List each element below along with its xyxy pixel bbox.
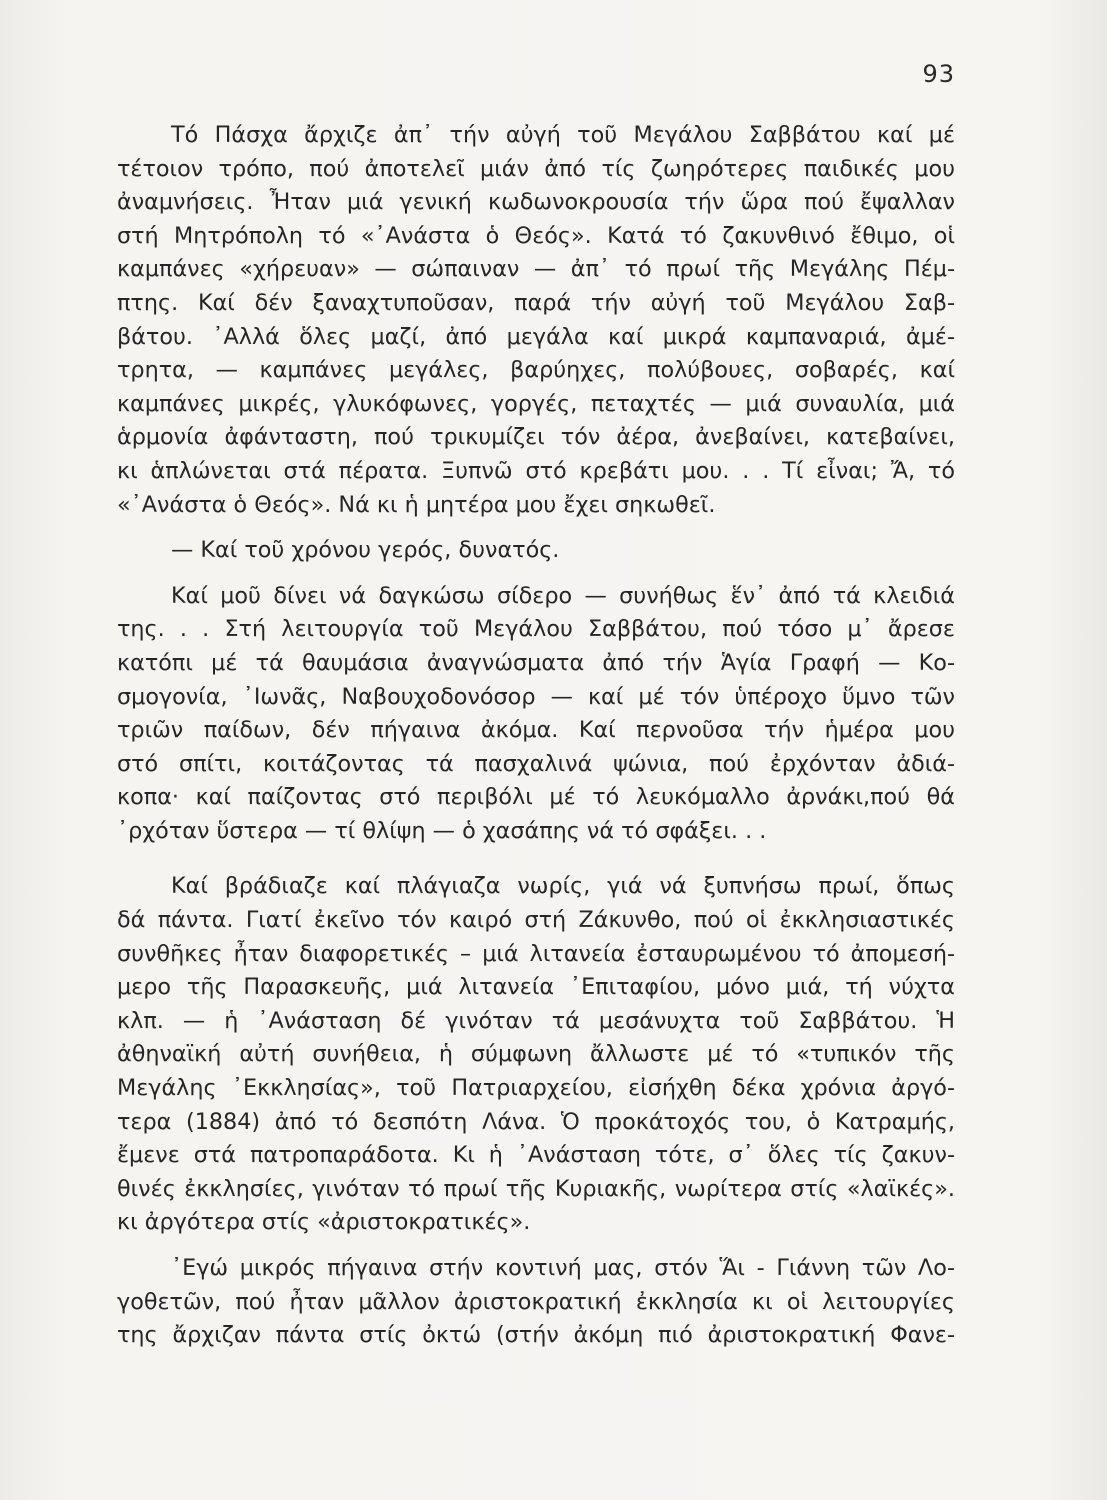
- text-line: ἔμενε στά πατροπαράδοτα. Κι ἡ ᾿Ανάσταση τότε, σ᾿ ὅλες τίς ζακυν-: [117, 1142, 955, 1169]
- text-line: Καί μοῦ δίνει νά δαγκώσω σίδερο — συνήθως ἕν᾿ ἀπό τά κλειδιά: [171, 582, 955, 609]
- text-line: κλπ. — ἡ ᾿Ανάσταση δέ γινόταν τά μεσάνυχτα τοῦ Σαββάτου. Ἡ: [117, 1007, 955, 1034]
- text-line: ᾿Εγώ μικρός πήγαινα στήν κοντινή μας, στόν Ἅι - Γιάννη τῶν Λο-: [171, 1255, 955, 1281]
- paragraph-gap: [117, 1240, 955, 1252]
- paragraph-dialogue: [117, 534, 955, 568]
- text-line: Καί βράδιαζε καί πλάγιαζα νωρίς, γιά νά ξυπνήσω πρωί, ὅπως: [171, 873, 955, 900]
- text-line: τρητα, — καμπάνες μεγάλες, βαρύηχες, πολύβουες, σοβαρές, καί: [117, 357, 955, 384]
- paragraph: [117, 870, 955, 1240]
- text-line: καμπάνες μικρές, γλυκόφωνες, γοργές, πεταχτές — μιά συναυλία, μιά: [117, 390, 955, 417]
- paragraph: [117, 119, 955, 522]
- text-line: συνθῆκες ἦταν διαφορετικές – μιά λιτανεία ἐσταυρωμένου τό ἀπομεσή-: [117, 940, 955, 967]
- text-line: τριῶν παίδων, δέν πήγαινα ἀκόμα. Καί περνοῦσα τήν ἡμέρα μου: [117, 717, 955, 744]
- text-line: κι ἀργότερα στίς «ἀριστοκρατικές».: [117, 1209, 531, 1236]
- text-line: μερο τῆς Παρασκευῆς, μιά λιτανεία ᾿Επιταφίου, μόνο μιά, τή νύχτα: [117, 974, 955, 1001]
- text-line: Μεγάλης ᾿Εκκλησίας», τοῦ Πατριαρχείου, εἰσήχθη δέκα χρόνια ἀργό-: [117, 1075, 955, 1102]
- paragraph-gap: [117, 522, 955, 534]
- text-line: ἀναμνήσεις. Ἦταν μιά γενική κωδωνοκρουσία τήν ὥρα πού ἔψαλλαν: [117, 189, 955, 216]
- text-line: τέτοιον τρόπο, πού ἀποτελεῖ μιάν ἀπό τίς ζωηρότερες παιδικές μου: [117, 155, 955, 182]
- body-text: [117, 119, 955, 1353]
- text-line: Τό Πάσχα ἄρχιζε ἀπ᾿ τήν αὐγή τοῦ Μεγάλου Σαββάτου καί μέ: [171, 122, 955, 148]
- text-line: πτης. Καί δέν ξαναχτυποῦσαν, παρά τήν αὐγή τοῦ Μεγάλου Σαβ-: [117, 289, 955, 316]
- text-line: θινές ἐκκλησίες, γινόταν τό πρωί τῆς Κυριακῆς, νωρίτερα στίς «λαϊκές».: [117, 1175, 955, 1202]
- text-line: σμογονία, ᾿Ιωνᾶς, Ναβουχοδονόσορ — καί μέ τόν ὑπέροχο ὕμνο τῶν: [117, 683, 955, 710]
- text-line: κοπα· καί παίζοντας στό περιβόλι μέ τό λευκόμαλλο ἀρνάκι,πού θά: [117, 784, 955, 811]
- text-line: «᾿Ανάστα ὁ Θεός». Νά κι ἡ μητέρα μου ἔχει σηκωθεῖ.: [117, 491, 716, 518]
- paragraph-gap: [117, 568, 955, 580]
- text-line: — Καί τοῦ χρόνου γερός, δυνατός.: [171, 537, 560, 564]
- paragraph: [117, 580, 955, 849]
- text-line: τερα (1884) ἀπό τό δεσπότη Λάνα. Ὁ προκάτοχός του, ὁ Κατραμής,: [117, 1108, 955, 1135]
- page-number: 93: [922, 60, 955, 88]
- text-line: καμπάνες «χήρευαν» — σώπαιναν — ἀπ᾿ τό πρωί τῆς Μεγάλης Πέμ-: [117, 256, 955, 283]
- text-line: κατόπι μέ τά θαυμάσια ἀναγνώσματα ἀπό τήν Ἁγία Γραφή — Κο-: [117, 649, 955, 676]
- text-line: κι ἁπλώνεται στά πέρατα. Ξυπνῶ στό κρεβάτι μου. . . Τί εἶναι; Ἄ, τό: [117, 457, 955, 484]
- text-line: της ἄρχιζαν πάντα στίς ὀκτώ (στήν ἀκόμη πιό ἀριστοκρατική Φανε-: [117, 1322, 955, 1349]
- paragraph: [117, 1252, 955, 1353]
- text-line: βάτου. ᾿Αλλά ὅλες μαζί, ἀπό μεγάλα καί μικρά καμπαναριά, ἀμέ-: [117, 323, 955, 350]
- text-line: ἀθηναϊκή αὐτή συνήθεια, ἡ σύμφωνη ἄλλωστε μέ τό «τυπικόν τῆς: [117, 1041, 955, 1068]
- text-line: στό σπίτι, κοιτάζοντας τά πασχαλινά ψώνια, πού ἐρχόνταν ἀδιά-: [117, 750, 955, 777]
- text-line: της. . . Στή λειτουργία τοῦ Μεγάλου Σαββάτου, πού τόσο μ᾿ ἄρεσε: [117, 616, 955, 643]
- text-line: δά πάντα. Γιατί ἐκεῖνο τόν καιρό στή Ζάκυνθο, πού οἱ ἐκκλησιαστικές: [117, 907, 955, 934]
- text-line: στή Μητρόπολη τό «᾿Ανάστα ὁ Θεός». Κατά τό ζακυνθινό ἔθιμο, οἱ: [117, 222, 955, 249]
- text-line: γοθετῶν, πού ἦταν μᾶλλον ἀριστοκρατική ἐκκλησία κι οἱ λειτουργίες: [117, 1288, 955, 1315]
- paragraph-gap: [117, 848, 955, 870]
- text-line: ἁρμονία ἀφάνταστη, πού τρικυμίζει τόν ἀέρα, ἀνεβαίνει, κατεβαίνει,: [117, 424, 955, 451]
- text-line: ᾿ρχόταν ὕστερα — τί θλίψη — ὁ χασάπης νά τό σφάξει. . .: [117, 817, 767, 844]
